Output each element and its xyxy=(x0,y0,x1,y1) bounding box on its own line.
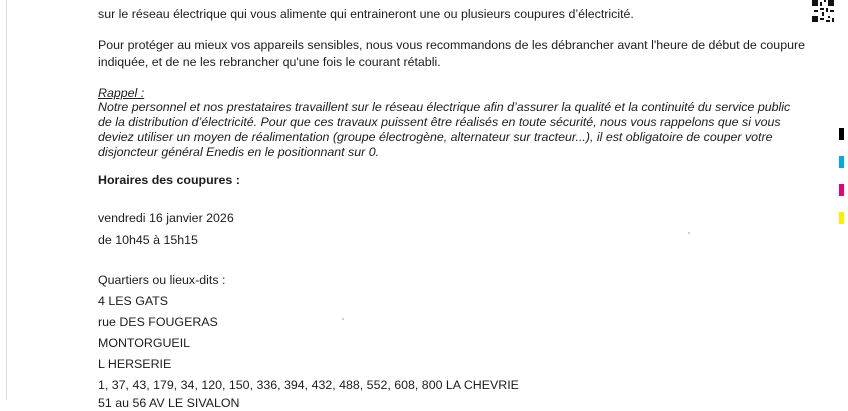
advice-line-1: Pour protéger au mieux vos appareils sensibles, nous vous recommandons de les débrancher avant l'heure de début de coupure xyxy=(98,38,805,52)
print-mark-black xyxy=(839,128,844,140)
print-mark-yellow xyxy=(839,212,844,224)
rappel-line-4: disjoncteur général Enedis en le positionnant sur 0. xyxy=(98,145,380,159)
print-mark-cyan xyxy=(839,156,844,168)
area-item: MONTORGUEIL xyxy=(98,336,191,350)
print-mark-magenta xyxy=(839,184,844,196)
scan-edge xyxy=(6,0,7,400)
area-item: L HERSERIE xyxy=(98,357,172,371)
area-item: rue DES FOUGERAS xyxy=(98,315,218,329)
intro-tail: sur le réseau électrique qui vous alimente qui entraineront une ou plusieurs coupures d’électricité. xyxy=(98,7,634,21)
rappel-line-1: Notre personnel et nos prestataires travaillent sur le réseau électrique afin d’assurer la qualité et la continuité du service public xyxy=(98,100,791,114)
area-item: 1, 37, 43, 179, 34, 120, 150, 336, 394, 432, 488, 552, 608, 800 LA CHEVRIE xyxy=(98,378,519,392)
rappel-line-3: deviez utiliser un moyen de réalimentation (groupe électrogène, alternateur sur tracteur...), il est obligatoire de couper votre xyxy=(98,130,773,144)
outage-time: de 10h45 à 15h15 xyxy=(98,233,198,247)
rappel-line-2: de la distribution d’électricité. Pour que ces travaux puissent être réalisés en toute sécurité, nous vous rappelons que si vous xyxy=(98,115,781,129)
outage-date: vendredi 16 janvier 2026 xyxy=(98,211,234,225)
areas-heading: Quartiers ou lieux-dits : xyxy=(98,273,226,287)
area-item: 4 LES GATS xyxy=(98,294,169,308)
advice-line-2: indiquée, et de ne les rebrancher qu'une fois le courant rétabli. xyxy=(98,55,441,69)
scan-speck xyxy=(342,318,344,320)
rappel-title: Rappel : xyxy=(98,86,145,100)
schedule-heading: Horaires des coupures : xyxy=(98,173,240,187)
area-item-cut-off: 51 au 56 AV LE SIVALON xyxy=(98,396,240,410)
scan-speck xyxy=(688,232,690,234)
qr-code-icon xyxy=(812,0,834,22)
